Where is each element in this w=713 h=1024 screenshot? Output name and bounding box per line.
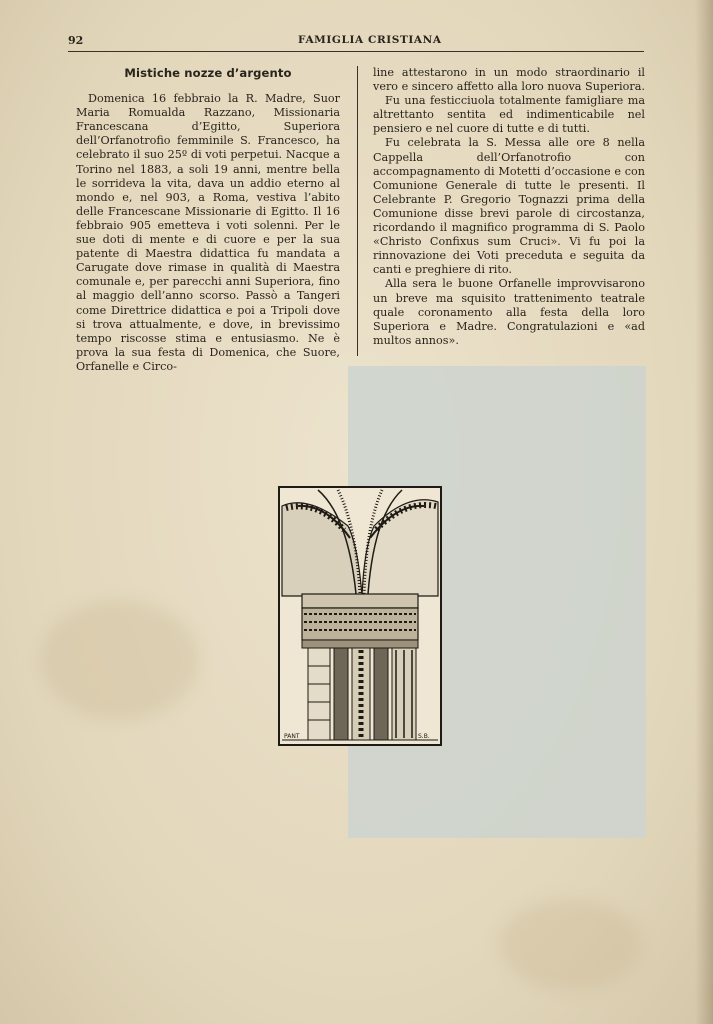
running-title: FAMIGLIA CRISTIANA [298, 34, 442, 46]
page-header [68, 34, 644, 52]
article-paragraph: Fu celebrata la S. Messa alle ore 8 nella Cappella dell’Orfanotrofio con accompagnamento di Motetti d’occasione e con Comunione Generale di tutte le presenti. Il Celebrante P. Gregorio Tognazzi prima della Comunione disse brevi parole di circostanza, ricordando il magnifico programma di S. Paolo «Christo Confixus sum Cruci». Vi fu poi la rinnovazione dei Voti preceduta e seguita da canti e preghiere di rito. [373, 136, 645, 277]
article-left-column [76, 66, 340, 374]
article-right-column [373, 66, 645, 348]
capital-drawing [278, 486, 442, 746]
artist-signature-left: PANT [284, 733, 300, 740]
header-rule [68, 51, 644, 52]
paper-stain [500, 900, 640, 990]
column-divider [357, 66, 358, 356]
article-paragraph-continuation: line attestarono in un modo straordinario il vero e sincero affetto alla loro nuova Superiora. [373, 66, 645, 94]
article-paragraph: Fu una festicciuola totalmente famigliare ma altrettanto sentita ed indimenticabile nel pensiero e nel cuore di tutte e di tutti. [373, 94, 645, 136]
artist-signature-right: S.B. [418, 733, 430, 740]
article-paragraph: Domenica 16 febbraio la R. Madre, Suor Maria Romualda Razzano, Missionaria Francescana d’Egitto, Superiora dell’Orfanotrofio femminile S. Francesco, ha celebrato il suo 25º di voti perpetui. Nacque a Torino nel 1883, a soli 19 anni, mentre bella le sorrideva la vita, dava un addio eterno al mondo e, nel 903, a Roma, vestiva l’abito delle Francescane Missionarie di Egitto. Il 16 febbraio 905 emetteva i voti solenni. Per le sue doti di mente e di cuore e per la sua patente di Maestra didattica fu mandata a Carugate dove rimase in qualità di Maestra comunale e, per parecchi anni Superiora, fino al maggio dell’anno scorso. Passò a Tangeri come Direttrice didattica e poi a Tripoli dove si trova attualmente, e dove, in brevissimo tempo riscosse stima e entusiasmo. Ne è prova la sua festa di Domenica, che Suore, Orfanelle e Circo- [76, 92, 340, 373]
article-paragraph: Alla sera le buone Orfanelle improvvisarono un breve ma squisito trattenimento teatrale quale coronamento alla festa della loro Superiora e Madre. Congratulazioni e «ad multos annos». [373, 277, 645, 347]
paper-stain [40, 600, 200, 720]
article-title: Mistiche nozze d’argento [124, 66, 292, 80]
page-number: 92 [68, 34, 84, 47]
column-capital-illustration [278, 486, 442, 746]
page-edge-shadow [695, 0, 713, 1024]
